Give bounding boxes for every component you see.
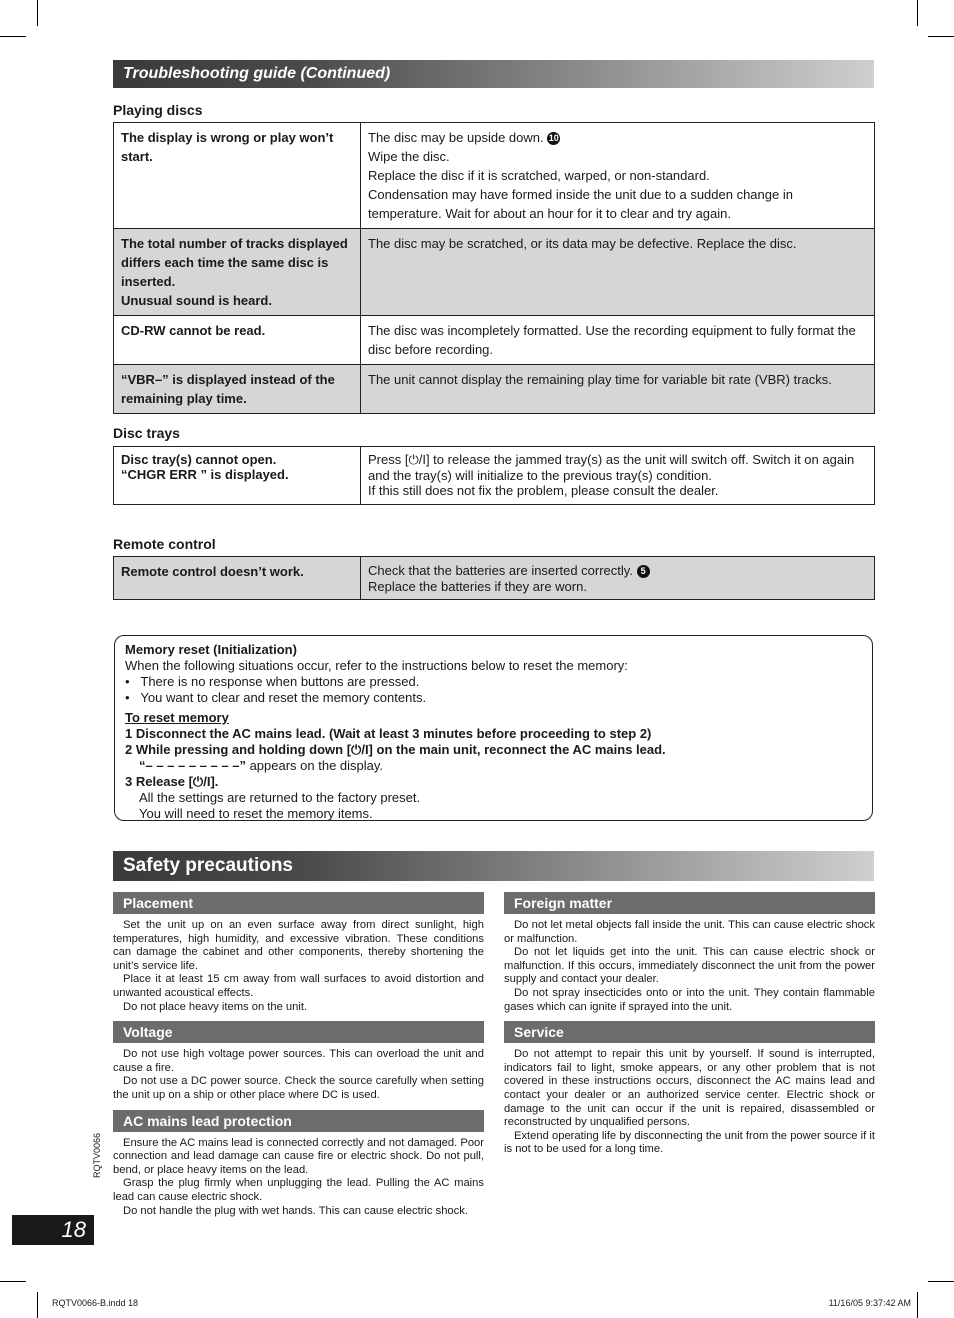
crop-mark <box>0 1281 26 1282</box>
safety-right-column <box>504 892 875 1157</box>
crop-mark <box>928 36 954 37</box>
problem-cell: The total number of tracks displayed differs each time the same disc is inserted. Unusual sound is heard. <box>114 229 361 316</box>
reset-step-1: 1 Disconnect the AC mains lead. (Wait at least 3 minutes before proceeding to step 2) <box>125 726 652 741</box>
crop-mark <box>928 1281 954 1282</box>
section-title-remote-control: Remote control <box>113 536 216 552</box>
crop-mark <box>0 36 26 37</box>
paragraph: Grasp the plug firmly when unplugging the lead. Pulling the AC mains lead can cause electric shock. <box>113 1177 484 1203</box>
reference-number-icon: 5 <box>637 565 650 578</box>
subheader-foreign-matter: Foreign matter <box>504 892 875 914</box>
paragraph: Do not place heavy items on the unit. <box>123 1000 308 1013</box>
reference-number-icon: 10 <box>548 133 559 144</box>
solution-cell: Check that the batteries are inserted correctly. 5 Replace the batteries if they are worn. <box>361 557 875 600</box>
reset-step-2: 2 While pressing and holding down [⏻/I] on the main unit, reconnect the AC mains lead. <box>125 742 666 757</box>
table-row <box>114 123 875 229</box>
crop-mark <box>917 0 918 26</box>
paragraph: Place it at least 15 cm away from wall surfaces to avoid distortion and unwanted acoustical effects. <box>113 973 484 999</box>
crop-mark <box>37 0 38 26</box>
solution-cell: Press [⏻/I] to release the jammed tray(s) as the unit will switch off. Switch it on again and the tray(s) will initialize to the previous tray(s) condition. If this still does not fix the problem, please consult the dealer. <box>361 447 875 505</box>
section-header-troubleshooting: Troubleshooting guide (Continued) <box>113 60 874 88</box>
paragraph: Do not use high voltage power sources. This can overload the unit and cause a fire. <box>113 1048 484 1074</box>
disc-trays-table <box>113 446 875 505</box>
reset-step-3: 3 Release [⏻/I]. <box>125 774 219 789</box>
problem-cell: “VBR–” is displayed instead of the remaining play time. <box>114 365 361 414</box>
table-row <box>114 316 875 365</box>
reset-step-3-line: You will need to reset the memory items. <box>139 806 373 821</box>
problem-cell: The display is wrong or play won’t start. <box>114 123 361 229</box>
memory-reset-title: Memory reset (Initialization) <box>125 642 297 657</box>
reset-memory-subtitle: To reset memory <box>125 710 229 725</box>
reset-step-3-line: All the settings are returned to the factory preset. <box>139 790 421 805</box>
solution-cell: The unit cannot display the remaining play time for variable bit rate (VBR) tracks. <box>361 365 875 414</box>
playing-discs-table <box>113 122 875 414</box>
section-title-playing-discs: Playing discs <box>113 102 203 118</box>
footer-file-info: RQTV0066-B.indd 18 <box>52 1298 139 1308</box>
paragraph: Do not use a DC power source. Check the source carefully when setting the unit up on a ship or other place where DC is used. <box>113 1075 484 1101</box>
paragraph: Do not handle the plug with wet hands. This can cause electric shock. <box>123 1204 468 1217</box>
crop-mark <box>37 1292 38 1318</box>
subheader-voltage: Voltage <box>113 1021 484 1043</box>
solution-cell: The disc was incompletely formatted. Use the recording equipment to fully format the disc before recording. <box>361 316 875 365</box>
table-row <box>114 365 875 414</box>
footer-timestamp: 11/16/05 9:37:42 AM <box>828 1298 911 1308</box>
section-title-disc-trays: Disc trays <box>113 425 180 441</box>
subheader-ac-mains: AC mains lead protection <box>113 1110 484 1132</box>
solution-cell: The disc may be scratched, or its data may be defective. Replace the disc. <box>361 229 875 316</box>
list-item: • You want to clear and reset the memory contents. <box>125 690 427 705</box>
problem-cell: CD-RW cannot be read. <box>114 316 361 365</box>
document-code: RQTV0066 <box>92 1132 102 1178</box>
paragraph: Extend operating life by disconnecting the unit from the power source if it is not to be used for a long time. <box>504 1129 875 1156</box>
paragraph: Do not spray insecticides onto or into the unit. They contain flammable gases which can ignite if sprayed into the unit. <box>504 986 875 1013</box>
table-row <box>114 447 875 505</box>
crop-mark <box>917 1292 918 1318</box>
paragraph: Set the unit up on an even surface away from direct sunlight, high temperatures, high humidity, and excessive vibration. These conditions can damage the cabinet and other components, thereby shortening the unit’s service life. <box>113 919 484 972</box>
subheader-service: Service <box>504 1021 875 1043</box>
subheader-placement: Placement <box>113 892 484 914</box>
list-item: • There is no response when buttons are pressed. <box>125 674 420 689</box>
problem-cell: Remote control doesn’t work. <box>114 557 361 600</box>
section-header-safety: Safety precautions <box>113 851 874 881</box>
paragraph: Do not attempt to repair this unit by yourself. If sound is interrupted, indicators fail to light, smoke appears, or any other problem that is not covered in these instructions occurs, disconnect the AC mains lead and contact your dealer or an authorized service center. Electric shock or damage to the unit can occur if the unit is repaired, disassembled or reconstructed by unqualified persons. <box>504 1048 875 1129</box>
page-number: 18 <box>12 1215 94 1245</box>
memory-reset-box <box>114 635 873 821</box>
safety-left-column <box>113 892 484 1218</box>
remote-control-table <box>113 556 875 600</box>
memory-reset-intro: When the following situations occur, refer to the instructions below to reset the memory: <box>125 658 628 673</box>
reset-step-2-note: “– – – – – – – – –” appears on the display. <box>139 758 384 773</box>
paragraph: Ensure the AC mains lead is connected correctly and not damaged. Poor connection and lead damage can cause fire or electric shock. Do not pull, bend, or place heavy items on the lead. <box>113 1136 484 1176</box>
table-row <box>114 557 875 600</box>
table-row <box>114 229 875 316</box>
solution-cell: The disc may be upside down. 10 Wipe the disc. Replace the disc if it is scratched, warped, or non-standard. Condensation may have formed inside the unit due to a sudden change in temperature. Wait for about an hour for it to clear and try again. <box>361 123 875 229</box>
paragraph: Do not let metal objects fall inside the unit. This can cause electric shock or malfunction. <box>504 919 875 945</box>
problem-cell: Disc tray(s) cannot open. “CHGR ERR ” is displayed. <box>114 447 361 505</box>
paragraph: Do not let liquids get into the unit. This can cause electric shock or malfunction. If this occurs, immediately disconnect the unit from the power supply and contact your dealer. <box>504 946 875 986</box>
